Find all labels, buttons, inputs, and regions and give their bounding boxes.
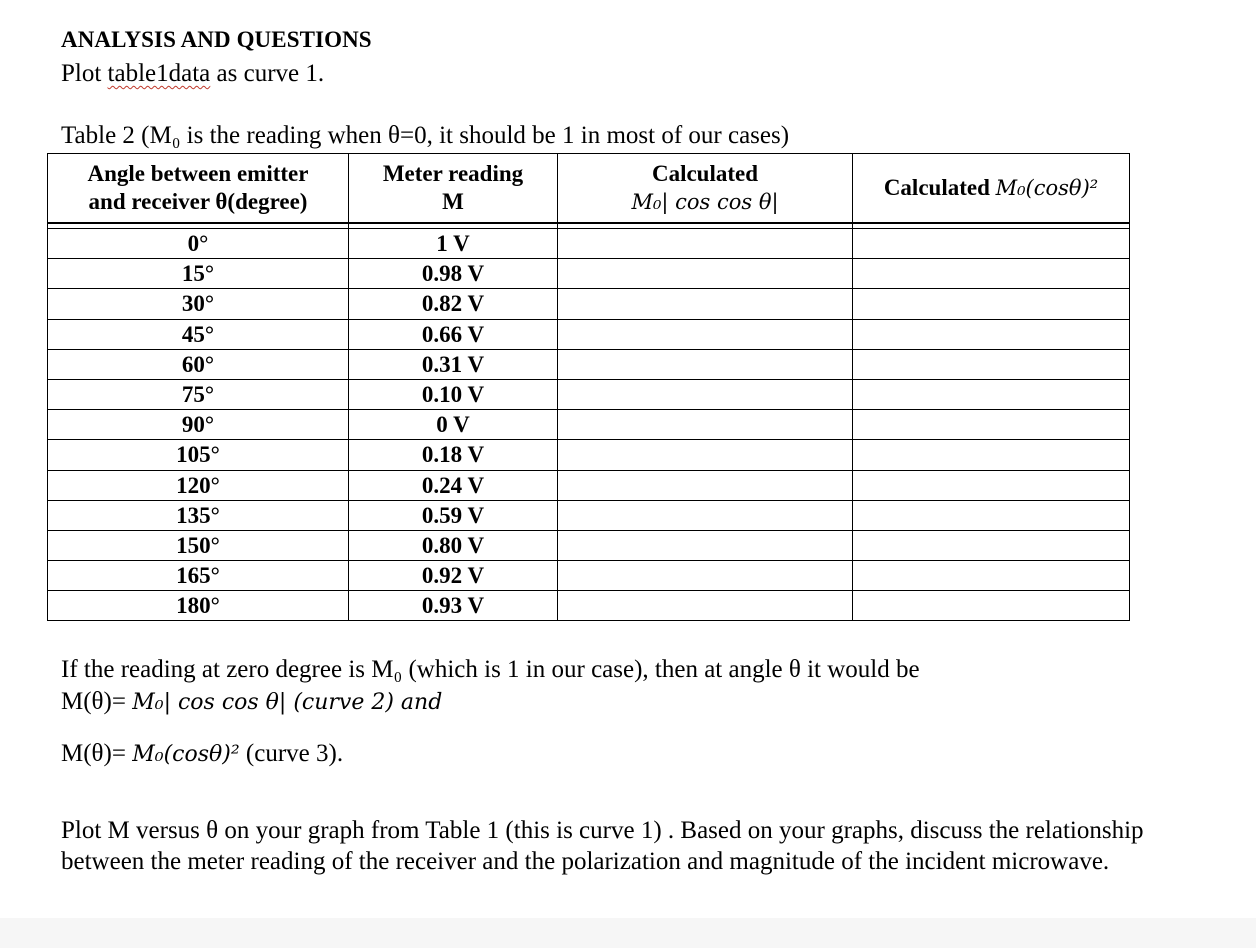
reading-cell: 0.98 V — [349, 259, 558, 289]
header-calculated-abs-cos — [558, 154, 853, 224]
header-calc1-line1: Calculated — [651, 161, 759, 186]
calc1-cell-empty[interactable] — [558, 289, 853, 319]
angle-cell: 45° — [48, 319, 349, 349]
calc1-cell-empty[interactable] — [558, 440, 853, 470]
plot-instruction — [61, 60, 324, 88]
table-row — [48, 410, 1130, 440]
table-row — [48, 530, 1130, 560]
reading-cell: 0.93 V — [349, 591, 558, 621]
reading-cell: 0.80 V — [349, 530, 558, 560]
header-calc1-formula: M₀| cos cos θ| — [631, 190, 779, 214]
header-meter-reading — [349, 154, 558, 224]
calc1-cell-empty[interactable] — [558, 379, 853, 409]
spellcheck-flagged-word[interactable]: table1data — [107, 60, 211, 87]
reading-cell: 0 V — [349, 410, 558, 440]
table-row — [48, 379, 1130, 409]
angle-cell: 75° — [48, 379, 349, 409]
table-row — [48, 470, 1130, 500]
table-row — [48, 319, 1130, 349]
reading-cell: 0.59 V — [349, 500, 558, 530]
header-calc2-label: Calculated — [883, 175, 990, 200]
header-meter-line2: M — [442, 189, 464, 214]
calc2-cell-empty[interactable] — [853, 470, 1130, 500]
angle-cell: 165° — [48, 561, 349, 591]
table-header-row — [48, 154, 1130, 224]
curve2-formula: M₀| cos cos θ| (curve 2) and — [132, 690, 443, 715]
paragraph-reading-definition: If the reading at zero degree is M₀ (which is 1 in our case), then at angle θ it would be — [61, 656, 920, 683]
calc1-cell-empty[interactable] — [558, 591, 853, 621]
reading-cell: 0.10 V — [349, 379, 558, 409]
plot-instruction-prefix: Plot — [61, 60, 108, 87]
calc2-cell-empty[interactable] — [853, 259, 1130, 289]
table-row — [48, 229, 1130, 259]
calc1-cell-empty[interactable] — [558, 229, 853, 259]
calc1-cell-empty[interactable] — [558, 259, 853, 289]
calc1-cell-empty[interactable] — [558, 561, 853, 591]
paragraph-curve3 — [61, 738, 343, 770]
header-angle-line1: Angle between emitter — [87, 161, 309, 186]
angle-cell: 15° — [48, 259, 349, 289]
angle-cell: 0° — [48, 229, 349, 259]
calc2-cell-empty[interactable] — [853, 349, 1130, 379]
calc1-cell-empty[interactable] — [558, 349, 853, 379]
table-row — [48, 259, 1130, 289]
table-row — [48, 349, 1130, 379]
calc2-cell-empty[interactable] — [853, 561, 1130, 591]
paragraph-curve2 — [61, 686, 442, 718]
calc2-cell-empty[interactable] — [853, 410, 1130, 440]
reading-cell: 0.66 V — [349, 319, 558, 349]
reading-cell: 0.18 V — [349, 440, 558, 470]
table-row — [48, 500, 1130, 530]
measurement-table — [47, 153, 1130, 621]
angle-cell: 105° — [48, 440, 349, 470]
table-caption: Table 2 (M₀ is the reading when θ=0, it should be 1 in most of our cases) — [61, 122, 790, 149]
calc2-cell-empty[interactable] — [853, 500, 1130, 530]
angle-cell: 180° — [48, 591, 349, 621]
angle-cell: 90° — [48, 410, 349, 440]
curve3-formula: M₀(cosθ)² — [132, 742, 240, 767]
curve3-suffix: (curve 3). — [239, 740, 344, 767]
header-calc2-formula: M₀(cosθ)² — [995, 176, 1099, 200]
calc1-cell-empty[interactable] — [558, 470, 853, 500]
table-row — [48, 591, 1130, 621]
calc1-cell-empty[interactable] — [558, 500, 853, 530]
calc2-cell-empty[interactable] — [853, 319, 1130, 349]
calc1-cell-empty[interactable] — [558, 410, 853, 440]
reading-cell: 1 V — [349, 229, 558, 259]
angle-cell: 150° — [48, 530, 349, 560]
calc2-cell-empty[interactable] — [853, 530, 1130, 560]
angle-cell: 120° — [48, 470, 349, 500]
calc1-cell-empty[interactable] — [558, 319, 853, 349]
angle-cell: 30° — [48, 289, 349, 319]
curve3-lhs: M(θ)= — [61, 740, 133, 767]
calc2-cell-empty[interactable] — [853, 289, 1130, 319]
reading-cell: 0.92 V — [349, 561, 558, 591]
header-meter-line1: Meter reading — [382, 161, 524, 186]
table-row — [48, 561, 1130, 591]
table-row — [48, 440, 1130, 470]
curve2-lhs: M(θ)= — [61, 688, 133, 715]
calc2-cell-empty[interactable] — [853, 591, 1130, 621]
page-bottom-edge — [0, 918, 1256, 948]
angle-cell: 135° — [48, 500, 349, 530]
reading-cell: 0.82 V — [349, 289, 558, 319]
plot-instruction-suffix: as curve 1. — [210, 60, 325, 87]
calc1-cell-empty[interactable] — [558, 530, 853, 560]
table-row — [48, 289, 1130, 319]
calc2-cell-empty[interactable] — [853, 229, 1130, 259]
header-angle — [48, 154, 349, 224]
header-calculated-cos-squared — [853, 154, 1130, 224]
reading-cell: 0.31 V — [349, 349, 558, 379]
angle-cell: 60° — [48, 349, 349, 379]
header-angle-line2: and receiver θ(degree) — [88, 189, 308, 214]
calc2-cell-empty[interactable] — [853, 440, 1130, 470]
paragraph-discussion: Plot M versus θ on your graph from Table 1 (this is curve 1) . Based on your graphs, discuss the relationship between the meter reading of the receiver and the polarization and magnitude of the incident microwave. — [61, 817, 1144, 875]
reading-cell: 0.24 V — [349, 470, 558, 500]
section-heading: ANALYSIS AND QUESTIONS — [61, 27, 372, 52]
calc2-cell-empty[interactable] — [853, 379, 1130, 409]
